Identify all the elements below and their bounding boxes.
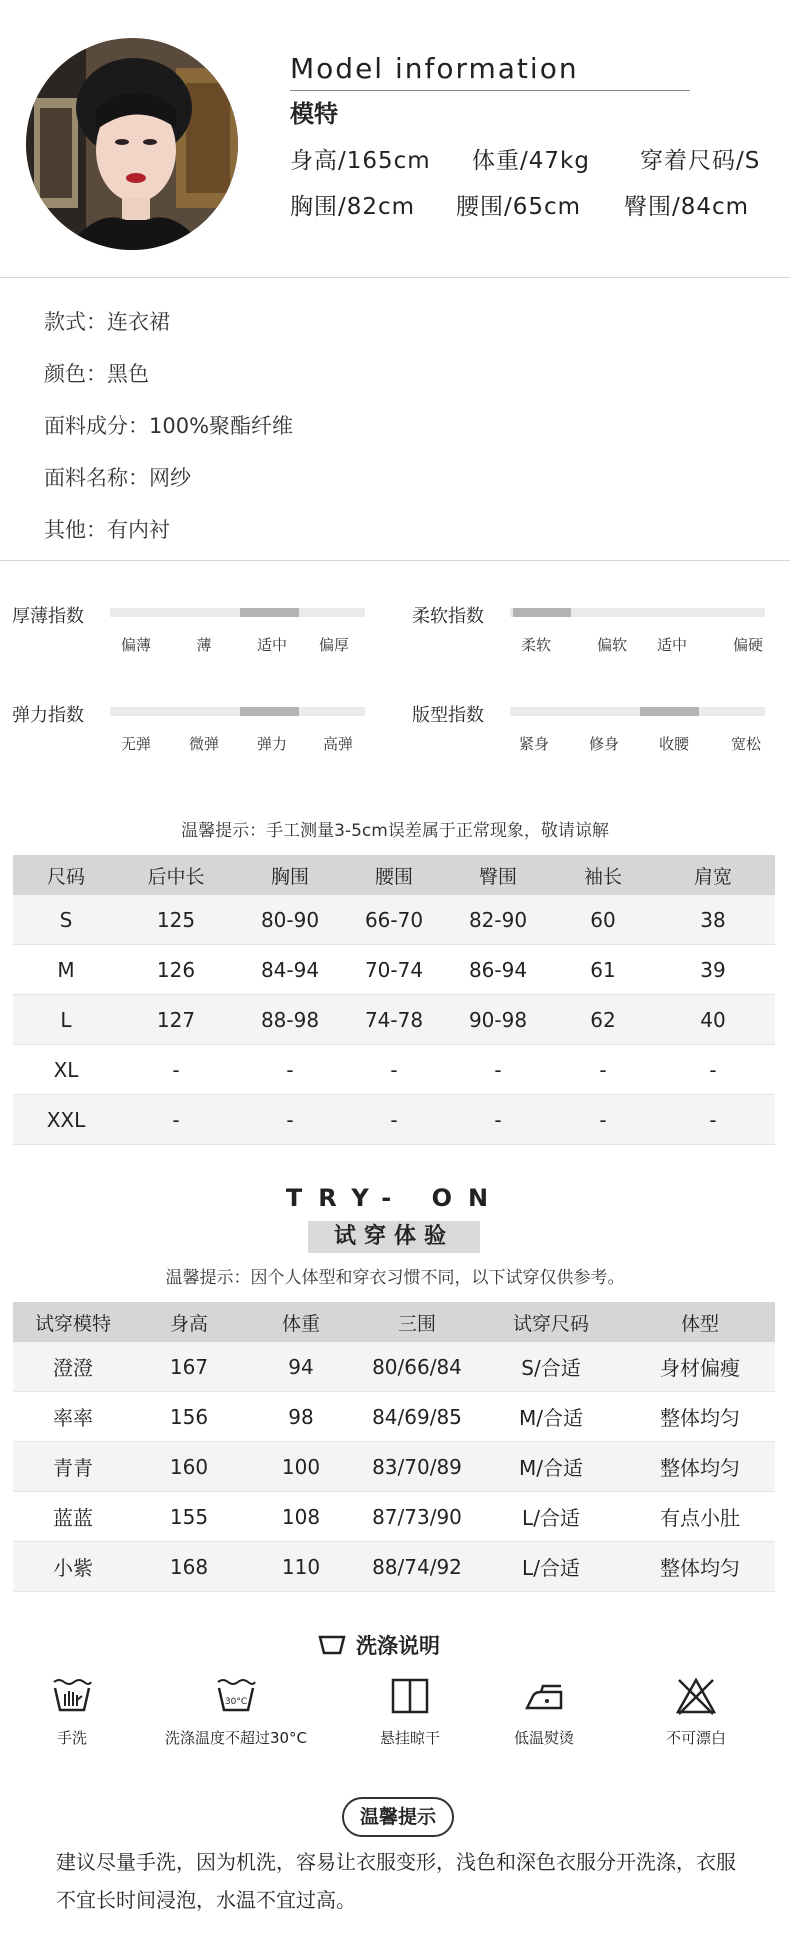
table-cell: 110	[245, 1542, 357, 1592]
table-cell: 40	[651, 995, 775, 1045]
index-track-elasticity	[110, 707, 365, 716]
table-cell: 98	[245, 1392, 357, 1442]
table-cell: 168	[133, 1542, 245, 1592]
index-option: 薄	[196, 636, 212, 654]
table-cell: 整体均匀	[625, 1542, 775, 1592]
column-header: 体型	[625, 1302, 775, 1342]
table-cell: 100	[245, 1442, 357, 1492]
table-cell: 率率	[13, 1392, 133, 1442]
divider	[0, 277, 790, 278]
table-cell: 125	[119, 895, 233, 945]
table-cell: 94	[245, 1342, 357, 1392]
table-cell: -	[555, 1045, 651, 1095]
model-title-underline	[290, 90, 690, 91]
index-option: 适中	[256, 636, 288, 654]
low-iron-icon	[523, 1676, 565, 1716]
table-cell: 86-94	[441, 945, 555, 995]
column-header: 肩宽	[651, 855, 775, 895]
table-cell: S	[13, 895, 119, 945]
index-option: 高弹	[322, 735, 354, 753]
index-level-elasticity	[240, 707, 299, 716]
table-cell: M/合适	[477, 1442, 625, 1492]
index-option: 修身	[588, 735, 620, 753]
wash-label: 洗涤温度不超过30°C	[164, 1729, 308, 1747]
model-height: 身高/165cm	[290, 148, 431, 174]
column-header: 尺码	[13, 855, 119, 895]
column-header: 试穿尺码	[477, 1302, 625, 1342]
index-option: 微弹	[188, 735, 220, 753]
table-cell: L/合适	[477, 1492, 625, 1542]
table-cell: L/合适	[477, 1542, 625, 1592]
no-bleach-icon	[675, 1676, 717, 1716]
attr-fabric: 面料名称：网纱	[44, 466, 191, 490]
table-cell: 整体均匀	[625, 1442, 775, 1492]
table-cell: -	[555, 1095, 651, 1145]
attr-composition: 面料成分：100%聚酯纤维	[44, 414, 294, 438]
table-cell: -	[441, 1045, 555, 1095]
table-cell: 有点小肚	[625, 1492, 775, 1542]
index-label-thickness: 厚薄指数	[12, 606, 84, 627]
table-cell: 80/66/84	[357, 1342, 477, 1392]
table-cell: -	[441, 1095, 555, 1145]
index-label-elasticity: 弹力指数	[12, 705, 84, 726]
index-track-thickness	[110, 608, 365, 617]
hang-dry-icon	[389, 1676, 431, 1716]
notice-text: 建议尽量手洗，因为机洗，容易让衣服变形，浅色和深色衣服分开洗涤，衣服不宜长时间浸泡，水温不宜过高。	[56, 1850, 736, 1912]
table-cell: 澄澄	[13, 1342, 133, 1392]
index-option: 紧身	[518, 735, 550, 753]
tryon-table-header	[13, 1302, 775, 1342]
tryon-tip: 温馨提示：因个人体型和穿衣习惯不同，以下试穿仅供参考。	[165, 1268, 625, 1288]
table-cell: -	[119, 1095, 233, 1145]
table-cell: 127	[119, 995, 233, 1045]
column-header: 袖长	[555, 855, 651, 895]
attr-other: 其他：有内衬	[44, 518, 170, 542]
column-header: 胸围	[233, 855, 347, 895]
table-cell: 87/73/90	[357, 1492, 477, 1542]
table-cell: 整体均匀	[625, 1392, 775, 1442]
table-cell: 84-94	[233, 945, 347, 995]
table-cell: 160	[133, 1442, 245, 1492]
index-option: 宽松	[730, 735, 762, 753]
index-option: 无弹	[120, 735, 152, 753]
table-cell: 156	[133, 1392, 245, 1442]
table-cell: L	[13, 995, 119, 1045]
model-waist: 腰围/65cm	[456, 194, 582, 220]
index-option: 收腰	[658, 735, 690, 753]
table-cell: 61	[555, 945, 651, 995]
index-option: 偏薄	[120, 636, 152, 654]
table-row	[13, 1095, 775, 1145]
model-avatar	[26, 38, 238, 250]
index-option: 偏软	[596, 636, 628, 654]
table-row	[13, 1492, 775, 1542]
divider	[0, 560, 790, 561]
index-option: 弹力	[256, 735, 288, 753]
index-track-fit	[510, 707, 765, 716]
index-option: 柔软	[520, 636, 552, 654]
table-cell: -	[651, 1095, 775, 1145]
table-cell: XXL	[13, 1095, 119, 1145]
table-row	[13, 895, 775, 945]
attr-color: 颜色：黑色	[44, 362, 149, 386]
index-option: 偏厚	[318, 636, 350, 654]
table-cell: 66-70	[347, 895, 441, 945]
table-cell: -	[119, 1045, 233, 1095]
table-row	[13, 1392, 775, 1442]
wash-label: 不可漂白	[665, 1729, 727, 1747]
table-row	[13, 1542, 775, 1592]
table-cell: 155	[133, 1492, 245, 1542]
basin-icon	[318, 1633, 346, 1657]
table-cell: 青青	[13, 1442, 133, 1492]
wash-30-icon	[215, 1676, 257, 1716]
table-row	[13, 995, 775, 1045]
index-level-fit	[640, 707, 699, 716]
tryon-subtitle: 试穿体验	[333, 1224, 454, 1249]
table-cell: 83/70/89	[357, 1442, 477, 1492]
model-info-title: Model information	[290, 52, 579, 85]
table-cell: XL	[13, 1045, 119, 1095]
column-header: 腰围	[347, 855, 441, 895]
wash-temp-text: 30°C	[224, 1697, 248, 1707]
index-label-fit: 版型指数	[412, 705, 484, 726]
model-info-subtitle: 模特	[290, 100, 338, 128]
wash-label: 悬挂晾干	[379, 1729, 441, 1747]
hand-wash-icon	[51, 1676, 93, 1716]
table-cell: 88-98	[233, 995, 347, 1045]
table-cell: 82-90	[441, 895, 555, 945]
table-cell: -	[347, 1045, 441, 1095]
column-header: 三围	[357, 1302, 477, 1342]
table-row	[13, 945, 775, 995]
table-cell: 167	[133, 1342, 245, 1392]
table-cell: 84/69/85	[357, 1392, 477, 1442]
table-cell: 60	[555, 895, 651, 945]
index-label-softness: 柔软指数	[412, 606, 484, 627]
table-cell: -	[233, 1095, 347, 1145]
index-option: 适中	[656, 636, 688, 654]
table-cell: 126	[119, 945, 233, 995]
table-cell: S/合适	[477, 1342, 625, 1392]
index-level-softness	[513, 608, 572, 617]
model-hip: 臀围/84cm	[624, 194, 750, 220]
table-cell: 70-74	[347, 945, 441, 995]
size-table-header	[13, 855, 775, 895]
tryon-title: TRY- ON	[285, 1184, 505, 1212]
size-tip: 温馨提示：手工测量3-5cm误差属于正常现象，敬请谅解	[181, 821, 609, 841]
notice-title: 温馨提示	[342, 1797, 454, 1837]
table-cell: 身材偏瘦	[625, 1342, 775, 1392]
attr-style: 款式：连衣裙	[44, 310, 170, 334]
column-header: 体重	[245, 1302, 357, 1342]
table-cell: 62	[555, 995, 651, 1045]
column-header: 试穿模特	[13, 1302, 133, 1342]
table-cell: -	[651, 1045, 775, 1095]
wash-title: 洗涤说明	[356, 1634, 440, 1658]
table-row	[13, 1342, 775, 1392]
table-cell: 88/74/92	[357, 1542, 477, 1592]
table-cell: 蓝蓝	[13, 1492, 133, 1542]
model-weight: 体重/47kg	[472, 148, 590, 174]
table-cell: 90-98	[441, 995, 555, 1045]
table-row	[13, 1045, 775, 1095]
tryon-table	[13, 1302, 775, 1592]
index-level-thickness	[240, 608, 299, 617]
table-cell: 74-78	[347, 995, 441, 1045]
table-cell: -	[347, 1095, 441, 1145]
index-track-softness	[510, 608, 765, 617]
wash-label: 手洗	[56, 1729, 88, 1747]
model-bust: 胸围/82cm	[290, 194, 416, 220]
table-row	[13, 1442, 775, 1492]
table-cell: -	[233, 1045, 347, 1095]
column-header: 后中长	[119, 855, 233, 895]
wash-label: 低温熨烫	[513, 1729, 575, 1747]
table-cell: 38	[651, 895, 775, 945]
index-option: 偏硬	[732, 636, 764, 654]
table-cell: M	[13, 945, 119, 995]
size-table	[13, 855, 775, 1145]
model-size: 穿着尺码/S	[640, 148, 761, 174]
column-header: 身高	[133, 1302, 245, 1342]
column-header: 臀围	[441, 855, 555, 895]
table-cell: 80-90	[233, 895, 347, 945]
table-cell: 39	[651, 945, 775, 995]
table-cell: 108	[245, 1492, 357, 1542]
table-cell: M/合适	[477, 1392, 625, 1442]
table-cell: 小紫	[13, 1542, 133, 1592]
